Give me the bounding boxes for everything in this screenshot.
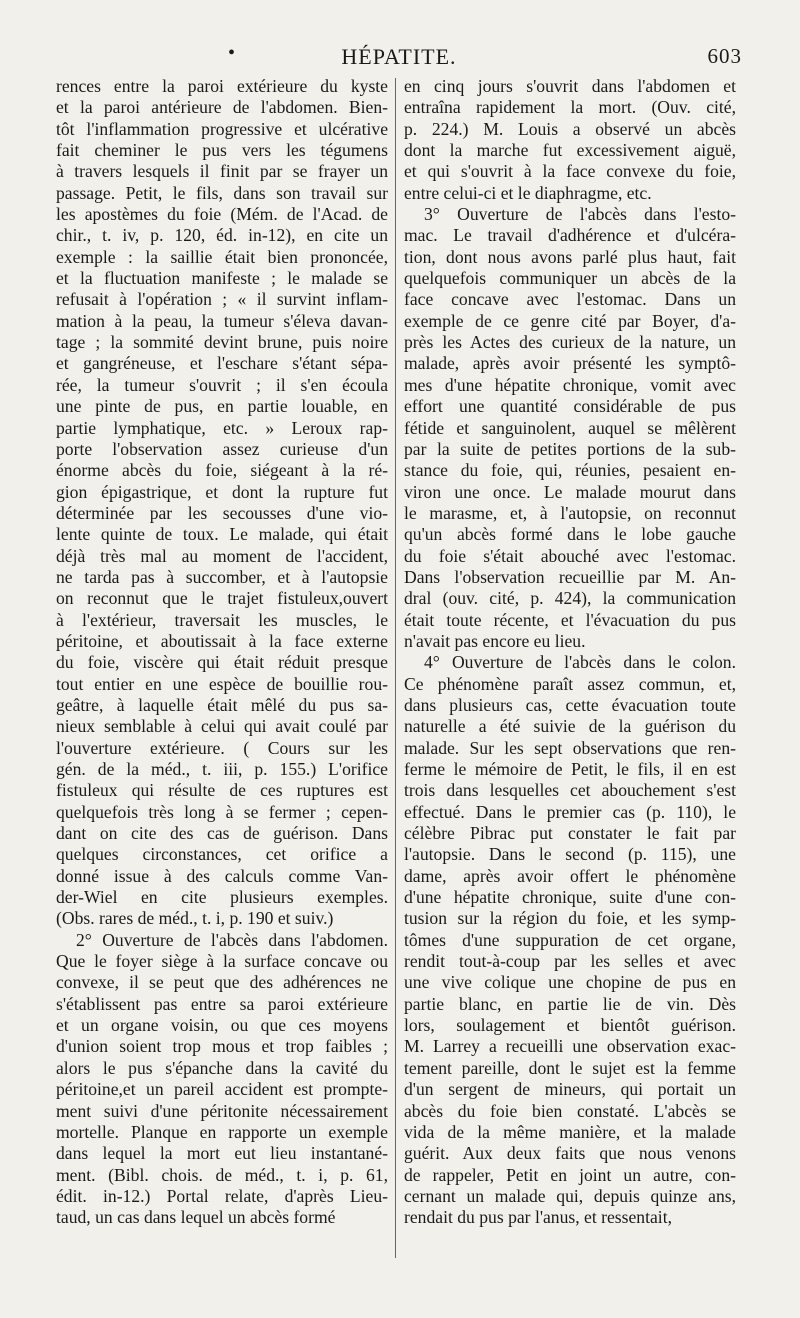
text-line: du foie, viscère qui était réduit presque (56, 652, 388, 673)
column-divider (395, 78, 396, 1258)
text-line: mortelle. Planque en rapporte un exemple (56, 1121, 388, 1142)
text-line: énorme abcès du foie, siégeant à la ré- (56, 460, 388, 481)
page-title: HÉPATITE. (341, 44, 457, 69)
text-line: à travers lesquels il finit par se frayer un (56, 161, 388, 182)
text-line: ferme le mémoire de Petit, le fils, il en est (404, 759, 736, 779)
text-line: en cinq jours s'ouvrit dans l'abdomen et (404, 76, 736, 96)
text-line: taud, un cas dans lequel un abcès formé (56, 1207, 336, 1228)
text-line: déterminée par les secousses d'une vio- (56, 502, 388, 523)
text-line: rendait du pus par l'anus, et ressentait, (404, 1207, 672, 1228)
text-line: dont la marche fut excessivement aiguë, (404, 140, 736, 161)
text-line: quelques circonstances, cet orifice a (56, 844, 388, 865)
text-line: convexe, il se peut que des adhérences ne (56, 972, 388, 993)
text-line: Ce phénomène paraît assez commun, et, (404, 673, 736, 694)
text-line: malade, après avoir présenté les symptô- (404, 353, 736, 374)
text-line: nieux semblable à celui qui avait coulé par (56, 716, 388, 737)
text-line: tement pareille, dont le sujet est la femme (404, 1057, 736, 1078)
text-line: l'autopsie. Dans le second (p. 115), une (404, 844, 736, 865)
text-line: une vive colique une chopine de pus en (404, 972, 736, 993)
text-line: guérit. Aux deux faits que nous venons (404, 1143, 736, 1164)
text-line: rences entre la paroi extérieure du kyste (56, 76, 388, 96)
text-line: ment suivi d'une péritonite nécessairement (56, 1100, 388, 1121)
text-line: quelquefois communiquer un abcès de la (404, 268, 736, 289)
text-line: et un organe voisin, ou que ces moyens (56, 1015, 388, 1036)
text-line: gion épigastrique, et dont la rupture fut (56, 481, 388, 502)
text-line: refusait à l'opération ; « il survint inflam- (56, 289, 388, 310)
text-line: par la suite de petites portions de la sub- (404, 438, 736, 459)
text-line: exemple : la saillie était bien prononcée, (56, 246, 388, 267)
text-line: tôt l'inflammation progressive et ulcérative (56, 118, 388, 139)
text-line: partie blanc, en partie lie de vin. Dès (404, 993, 736, 1014)
text-line: fait cheminer le pus vers les tégumens (56, 140, 388, 161)
text-line: fistuleux qui résulte de ces ruptures est (56, 780, 388, 801)
text-line: rendit tout-à-coup par les selles et avec (404, 951, 736, 972)
text-line: et qui s'ouvrit à la face convexe du foie, (404, 161, 736, 182)
text-line: partie lymphatique, etc. » Leroux rap- (56, 417, 388, 438)
text-line: (Obs. rares de méd., t. i, p. 190 et suiv.) (56, 908, 334, 929)
text-line: dral (ouv. cité, p. 424), la communication (404, 588, 736, 609)
text-line: dans lequel la mort eut lieu instantané- (56, 1143, 388, 1164)
text-line: ne tarda pas à succomber, et à l'autopsie (56, 566, 388, 587)
text-line: édit. in-12.) Portal relate, d'après Lieu- (56, 1185, 388, 1206)
text-line: dans plusieurs cas, cette évacuation toute (404, 694, 736, 715)
text-line: et la fluctuation manifeste ; le malade se (56, 268, 388, 289)
text-line: de rappeler, Petit en joint un autre, con- (404, 1164, 736, 1185)
text-line: les apostèmes du foie (Mém. de l'Acad. de (56, 204, 388, 225)
text-line: 3° Ouverture de l'abcès dans l'esto- (424, 204, 736, 225)
text-line: passage. Petit, le fils, dans son travail sur (56, 182, 388, 203)
text-line: der-Wiel en cite plusieurs exemples. (56, 887, 388, 908)
text-line: le marasme, et, à l'autopsie, on reconnut (404, 502, 736, 523)
text-line: gén. de la méd., t. iii, p. 155.) L'orifice (56, 759, 388, 779)
text-line: fétide et sanguinolent, auquel se mêlèrent (404, 417, 736, 438)
text-line: célèbre Pibrac put constater le fait par (404, 823, 736, 844)
text-line: une pinte de pus, en partie louable, en (56, 396, 388, 417)
text-line: face concave avec l'estomac. Dans un (404, 289, 736, 310)
text-line: qu'un abcès formé dans le lobe gauche (404, 524, 736, 545)
text-line: s'établissent pas entre sa paroi extérieure (56, 993, 388, 1014)
text-line: péritoine,et un pareil accident est prompte- (56, 1079, 388, 1100)
running-head (56, 44, 742, 72)
text-line: tusion sur la région du foie, et les symp- (404, 908, 736, 929)
text-line: on reconnut que le trajet fistuleux,ouvert (56, 588, 388, 609)
text-line: viron une once. Le malade mourut dans (404, 481, 736, 502)
text-line: malade. Sur les sept observations que ren- (404, 737, 736, 758)
text-line: du foie s'était abouché avec l'estomac. (404, 545, 736, 566)
page-number: 603 (707, 44, 742, 68)
text-line: et la paroi antérieure de l'abdomen. Bien- (56, 97, 388, 118)
text-line: mes d'une hépatite chronique, vomit avec (404, 374, 736, 395)
text-line: Que le foyer siège à la surface concave ou (56, 951, 388, 972)
text-line: abcès du foie bien constaté. L'abcès se (404, 1100, 736, 1121)
text-line: tômes d'une suppuration de cet organe, (404, 929, 736, 950)
text-line: péritoine, et aboutissait à la face externe (56, 630, 388, 651)
text-line: donné issue à des calculs comme Van- (56, 865, 388, 886)
text-line: vida de la même manière, et la malade (404, 1121, 736, 1142)
text-line: ment. (Bibl. chois. de méd., t. i, p. 61, (56, 1164, 388, 1185)
text-line: n'avait pas encore eu lieu. (404, 630, 586, 651)
text-line: lente quinte de toux. Le malade, qui était (56, 524, 388, 545)
text-line: mac. Le travail d'adhérence et d'ulcéra- (404, 225, 736, 246)
text-line: trois dans lesquelles cet abouchement s'est (404, 780, 736, 801)
text-line: l'ouverture extérieure. ( Cours sur les (56, 737, 388, 758)
header-ornament: • (228, 42, 237, 64)
text-line: M. Larrey a recueilli une observation exac- (404, 1036, 736, 1057)
text-line: 4° Ouverture de l'abcès dans le colon. (424, 652, 736, 673)
text-line: dame, après avoir offert le phénomène (404, 865, 736, 886)
text-line: porte l'observation assez curieuse d'un (56, 438, 388, 459)
text-line: entraîna rapidement la mort. (Ouv. cité, (404, 97, 736, 118)
text-line: entre celui-ci et le diaphragme, etc. (404, 182, 652, 203)
text-line: 2° Ouverture de l'abcès dans l'abdomen. (76, 929, 388, 950)
text-line: p. 224.) M. Louis a observé un abcès (404, 118, 736, 139)
text-line: d'une hépatite chronique, suite d'une con- (404, 887, 736, 908)
text-line: effectué. Dans le premier cas (p. 110), le (404, 801, 736, 822)
text-line: tout entier en une espèce de bouillie rou- (56, 673, 388, 694)
text-line: et gangréneuse, et l'eschare s'étant sépa- (56, 353, 388, 374)
text-line: était toute récente, et l'évacuation du pus (404, 609, 736, 630)
text-line: rée, la tumeur s'ouvrit ; il s'en écoula (56, 374, 388, 395)
left-text-column (56, 76, 388, 1229)
text-line: tion, dont nous avons parlé plus haut, fait (404, 246, 736, 267)
text-line: dant on cite des cas de guérison. Dans (56, 823, 388, 844)
text-line: déjà très mal au moment de l'accident, (56, 545, 388, 566)
right-text-column (404, 76, 736, 1229)
text-line: d'union soient trop mous et trop faibles ; (56, 1036, 388, 1057)
text-line: près les Actes des curieux de la nature, un (404, 332, 736, 353)
text-line: geâtre, à laquelle était mêlé du pus sa- (56, 694, 388, 715)
text-line: mation à la peau, la tumeur s'éleva davan- (56, 310, 388, 331)
text-line: d'un sergent de mineurs, qui portait un (404, 1079, 736, 1100)
text-line: à l'extérieur, traversait les muscles, le (56, 609, 388, 630)
text-line: quelquefois très long à se fermer ; cepen- (56, 801, 388, 822)
text-line: cernant un malade qui, depuis quinze ans, (404, 1185, 736, 1206)
text-line: stance du foie, qui, réunies, pesaient en- (404, 460, 736, 481)
text-line: alors le pus s'épanche dans la cavité du (56, 1057, 388, 1078)
text-line: tage ; la sommité devint brune, puis noire (56, 332, 388, 353)
text-line: naturelle a été suivie de la guérison du (404, 716, 736, 737)
text-line: chir., t. iv, p. 120, éd. in-12), en cite un (56, 225, 388, 246)
text-line: lors, soulagement et bientôt guérison. (404, 1015, 736, 1036)
text-line: exemple de ce genre cité par Boyer, d'a- (404, 310, 736, 331)
text-line: Dans l'observation recueillie par M. An- (404, 566, 736, 587)
text-line: effort une quantité considérable de pus (404, 396, 736, 417)
